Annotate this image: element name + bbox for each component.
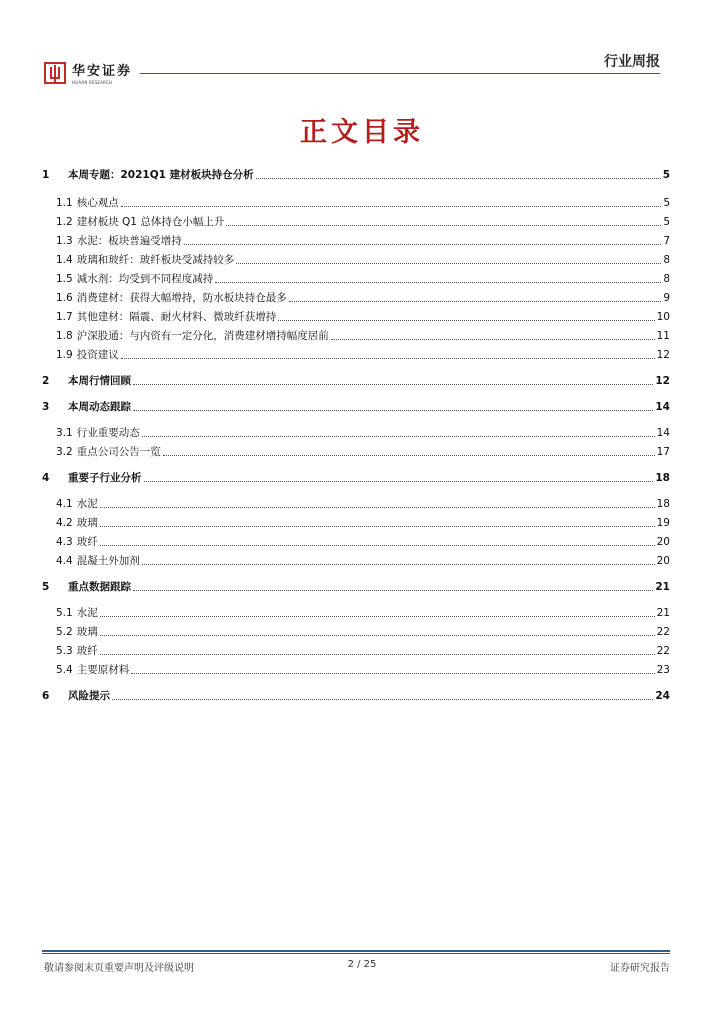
- footer-disclaimer: 敬请参阅末页重要声明及评级说明: [44, 963, 194, 974]
- toc-entry-number: 1.7: [56, 311, 73, 323]
- toc-entry-page: 5: [663, 197, 670, 209]
- toc-entry-page: 12: [655, 375, 670, 387]
- toc-dot-leader: [278, 319, 654, 321]
- toc-entry-number: 3: [42, 401, 50, 413]
- toc-entry[interactable]: [42, 324, 670, 342]
- toc-entry-number: 5.1: [56, 607, 73, 619]
- toc-entry-number: 3.1: [56, 427, 73, 439]
- toc-entry-title: 重点数据跟踪: [68, 581, 131, 593]
- toc-entry-page: 17: [656, 446, 670, 458]
- toc-dot-leader: [163, 454, 655, 456]
- report-type-label: 行业周报: [604, 54, 660, 70]
- toc-entry-title: 玻璃: [76, 517, 98, 529]
- toc-entry[interactable]: [42, 163, 670, 181]
- toc-entry-title: 行业重要动态: [76, 427, 140, 439]
- toc-entry-number: 1.6: [56, 292, 73, 304]
- toc-dot-leader: [289, 300, 662, 302]
- toc-entry[interactable]: [42, 210, 670, 228]
- toc-entry-title: 本周行情回顾: [68, 375, 131, 387]
- toc-entry[interactable]: [42, 601, 670, 619]
- toc-entry[interactable]: [42, 248, 670, 266]
- toc-dot-leader: [331, 338, 655, 340]
- toc-entry-title: 玻纤: [76, 645, 98, 657]
- toc-entry-title: 核心观点: [76, 197, 119, 209]
- company-logo-subtitle: HUAAN RESEARCH: [72, 80, 113, 85]
- toc-entry-number: 5: [42, 581, 50, 593]
- toc-dot-leader: [133, 383, 653, 385]
- toc-dot-leader: [142, 435, 655, 437]
- toc-entry-page: 9: [663, 292, 670, 304]
- toc-entry-title: 玻璃: [76, 626, 98, 638]
- toc-dot-leader: [133, 589, 653, 591]
- toc-entry[interactable]: [42, 658, 670, 676]
- toc-dot-leader: [144, 480, 654, 482]
- toc-entry[interactable]: [42, 421, 670, 439]
- toc-entry-title: 投资建议: [76, 349, 119, 361]
- toc-entry-page: 8: [663, 254, 670, 266]
- toc-entry-title: 其他建材：隔震、耐火材料、微玻纤获增持: [76, 311, 277, 323]
- toc-entry-title: 玻璃和玻纤：玻纤板块受减持较多: [76, 254, 235, 266]
- company-logo-icon: [44, 62, 66, 84]
- toc-dot-leader: [256, 177, 661, 179]
- toc-dot-leader: [131, 672, 654, 674]
- toc-entry-number: 1.3: [56, 235, 73, 247]
- toc-entry-number: 4.3: [56, 536, 73, 548]
- toc-entry[interactable]: [42, 620, 670, 638]
- toc-entry-number: 4: [42, 472, 50, 484]
- toc-entry-number: 1.1: [56, 197, 73, 209]
- footer-report-type: 证券研究报告: [610, 963, 670, 974]
- toc-entry-title: 重点公司公告一览: [76, 446, 161, 458]
- toc-entry-page: 8: [663, 273, 670, 285]
- toc-dot-leader: [215, 281, 661, 283]
- page-title: 正文目录: [300, 117, 424, 148]
- page-number: 2 / 25: [347, 959, 377, 970]
- toc-entry[interactable]: [42, 684, 670, 702]
- toc-entry-page: 24: [655, 690, 670, 702]
- toc-entry-page: 14: [656, 427, 670, 439]
- toc-entry-number: 1.2: [56, 216, 73, 228]
- toc-entry[interactable]: [42, 440, 670, 458]
- toc-entry[interactable]: [42, 267, 670, 285]
- toc-entry-number: 2: [42, 375, 50, 387]
- toc-dot-leader: [236, 262, 661, 264]
- toc-entry-page: 20: [656, 555, 670, 567]
- toc-entry-title: 重要子行业分析: [68, 472, 142, 484]
- toc-entry-number: 5.4: [56, 664, 73, 676]
- toc-entry-title: 本周专题：2021Q1 建材板块持仓分析: [68, 169, 254, 181]
- toc-dot-leader: [100, 525, 655, 527]
- toc-entry[interactable]: [42, 395, 670, 413]
- toc-entry-title: 玻纤: [76, 536, 98, 548]
- toc-entry-page: 23: [656, 664, 670, 676]
- toc-entry[interactable]: [42, 229, 670, 247]
- toc-entry-number: 4.4: [56, 555, 73, 567]
- toc-entry-title: 本周动态跟踪: [68, 401, 131, 413]
- toc-entry[interactable]: [42, 191, 670, 209]
- toc-entry[interactable]: [42, 466, 670, 484]
- toc-entry-title: 风险提示: [68, 690, 110, 702]
- toc-entry[interactable]: [42, 305, 670, 323]
- toc-dot-leader: [133, 409, 653, 411]
- toc-dot-leader: [100, 634, 655, 636]
- toc-dot-leader: [184, 243, 662, 245]
- toc-entry-page: 18: [655, 472, 670, 484]
- toc-entry-number: 4.1: [56, 498, 73, 510]
- toc-entry-number: 1.5: [56, 273, 73, 285]
- toc-entry-page: 21: [655, 581, 670, 593]
- toc-dot-leader: [100, 544, 655, 546]
- toc-entry-number: 1: [42, 169, 50, 181]
- toc-entry-page: 22: [656, 626, 670, 638]
- toc-dot-leader: [121, 205, 662, 207]
- header-divider: [140, 73, 660, 74]
- footer-divider: [42, 950, 670, 952]
- toc-entry[interactable]: [42, 575, 670, 593]
- toc-entry-number: 3.2: [56, 446, 73, 458]
- toc-entry-title: 水泥: [76, 498, 98, 510]
- toc-entry-page: 21: [656, 607, 670, 619]
- toc-entry[interactable]: [42, 369, 670, 387]
- toc-entry-page: 18: [656, 498, 670, 510]
- toc-entry-page: 14: [655, 401, 670, 413]
- toc-entry-number: 4.2: [56, 517, 73, 529]
- toc-dot-leader: [226, 224, 661, 226]
- toc-entry-title: 减水剂：均受到不同程度减持: [76, 273, 214, 285]
- toc-entry[interactable]: [42, 639, 670, 657]
- toc-entry[interactable]: [42, 511, 670, 529]
- toc-entry-page: 7: [663, 235, 670, 247]
- toc-entry-page: 11: [656, 330, 670, 342]
- toc-entry-title: 沪深股通：与内资有一定分化，消费建材增持幅度居前: [76, 330, 329, 342]
- toc-entry[interactable]: [42, 286, 670, 304]
- toc-dot-leader: [100, 653, 655, 655]
- toc-entry-number: 1.8: [56, 330, 73, 342]
- toc-dot-leader: [121, 357, 655, 359]
- toc-entry-number: 6: [42, 690, 50, 702]
- toc-entry-page: 10: [656, 311, 670, 323]
- toc-dot-leader: [100, 615, 655, 617]
- toc-entry-page: 19: [656, 517, 670, 529]
- toc-entry-title: 混凝土外加剂: [76, 555, 140, 567]
- toc-entry-title: 水泥: [76, 607, 98, 619]
- toc-entry-number: 5.3: [56, 645, 73, 657]
- company-logo-name: 华安证券: [72, 64, 133, 79]
- toc-dot-leader: [112, 698, 653, 700]
- toc-entry-page: 5: [663, 216, 670, 228]
- toc-dot-leader: [142, 563, 655, 565]
- toc-entry-number: 5.2: [56, 626, 73, 638]
- toc-entry-page: 22: [656, 645, 670, 657]
- footer-divider-thin: [42, 953, 670, 954]
- toc-entry-title: 水泥：板块普遍受增持: [76, 235, 182, 247]
- toc-entry-number: 1.9: [56, 349, 73, 361]
- toc-entry-title: 建材板块 Q1 总体持仓小幅上升: [76, 216, 225, 228]
- toc-dot-leader: [100, 506, 655, 508]
- toc-entry-title: 消费建材：获得大幅增持，防水板块持仓最多: [76, 292, 287, 304]
- page-header: [0, 0, 724, 90]
- toc-entry-title: 主要原材料: [76, 664, 130, 676]
- toc-entry[interactable]: [42, 343, 670, 361]
- toc-entry[interactable]: [42, 549, 670, 567]
- toc-entry-page: 12: [656, 349, 670, 361]
- toc-entry[interactable]: [42, 492, 670, 510]
- toc-entry-number: 1.4: [56, 254, 73, 266]
- toc-entry[interactable]: [42, 530, 670, 548]
- toc-entry-page: 5: [662, 169, 670, 181]
- toc-entry-page: 20: [656, 536, 670, 548]
